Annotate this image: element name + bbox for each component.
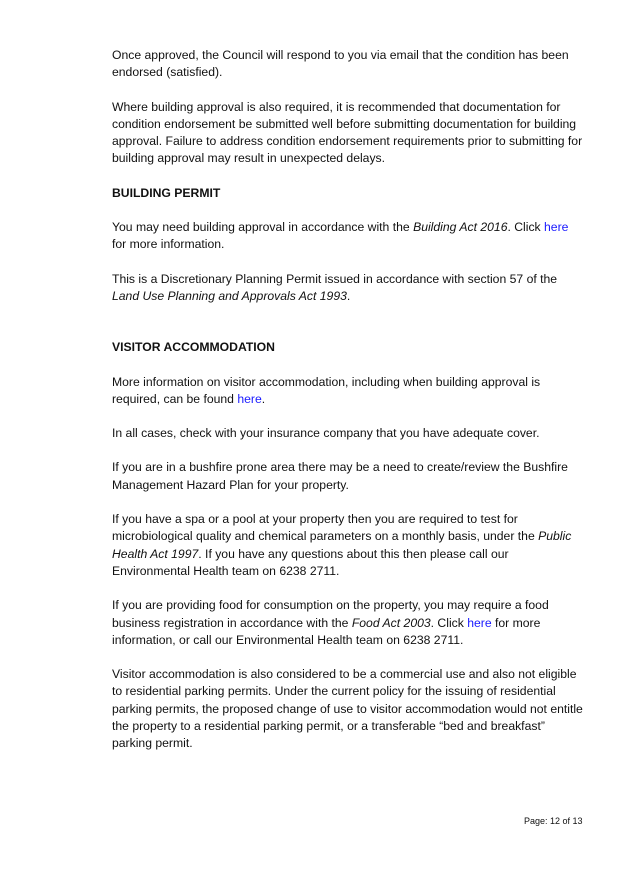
spa-pool-text-1: If you have a spa or a pool at your property then you are required to test for microbiological quality and chemical parameters on a monthly basis, under the <box>112 512 539 544</box>
food-paragraph <box>112 597 584 649</box>
document-body <box>112 47 584 753</box>
building-approval-paragraph: Where building approval is also required, it is recommended that documentation for condition endorsement be submitted well before submitting documentation for building approval. Failure to address condition endorsement requirements prior to submitting for building approval may result in unexpected delays. <box>112 99 583 166</box>
building-act-paragraph <box>112 219 584 254</box>
spa-pool-paragraph <box>112 511 584 580</box>
food-text-1: If you are providing food for consumption on the property, you may require a food business registration in accordance with the <box>112 598 549 630</box>
parking-paragraph: Visitor accommodation is also considered to be a commercial use and also not eligible to residential parking permits. Under the current policy for the issuing of residential parking permits, the proposed change of use to visitor accommodation would not entitle the property to a residential parking permit, or a transferable “bed and breakfast” parking permit. <box>112 667 583 751</box>
building-act-title: Building Act 2016 <box>413 220 508 235</box>
building-info-link[interactable]: here <box>544 220 569 235</box>
building-act-text-3: for more information. <box>112 237 225 252</box>
discretionary-text-1: This is a Discretionary Planning Permit issued in accordance with section 57 of the <box>112 271 558 286</box>
food-text-2: . Click <box>430 615 468 630</box>
insurance-paragraph: In all cases, check with your insurance company that you have adequate cover. <box>112 426 540 441</box>
spa-pool-text-2: . If you have any questions about this then please call our Environmental Health team on 6238 2711. <box>112 546 509 578</box>
visitor-info-text-1: More information on visitor accommodation, including when building approval is required, can be found <box>112 374 541 406</box>
food-info-link[interactable]: here <box>467 615 492 630</box>
building-act-text-1: You may need building approval in accordance with the <box>112 220 414 235</box>
building-permit-heading: BUILDING PERMIT <box>112 185 221 200</box>
planning-act-title: Land Use Planning and Approvals Act 1993 <box>112 288 347 303</box>
public-health-act-title: Public Health Act 1997 <box>112 529 572 561</box>
food-text-3: for more information, or call our Environmental Health team on 6238 2711. <box>112 615 541 647</box>
food-act-title: Food Act 2003 <box>351 615 431 630</box>
approval-paragraph: Once approved, the Council will respond to you via email that the condition has been endorsed (satisfied). <box>112 48 569 80</box>
building-act-text-2: . Click <box>507 220 545 235</box>
page-number: Page: 12 of 13 <box>524 816 583 826</box>
visitor-info-text-2: . <box>261 391 266 406</box>
visitor-info-link[interactable]: here <box>237 391 262 406</box>
visitor-accommodation-heading: VISITOR ACCOMMODATION <box>112 340 275 355</box>
discretionary-text-2: . <box>346 288 351 303</box>
bushfire-paragraph: If you are in a bushfire prone area there may be a need to create/review the Bushfire Management Hazard Plan for your property. <box>112 460 568 492</box>
visitor-info-paragraph <box>112 374 584 409</box>
discretionary-permit-paragraph <box>112 271 584 306</box>
